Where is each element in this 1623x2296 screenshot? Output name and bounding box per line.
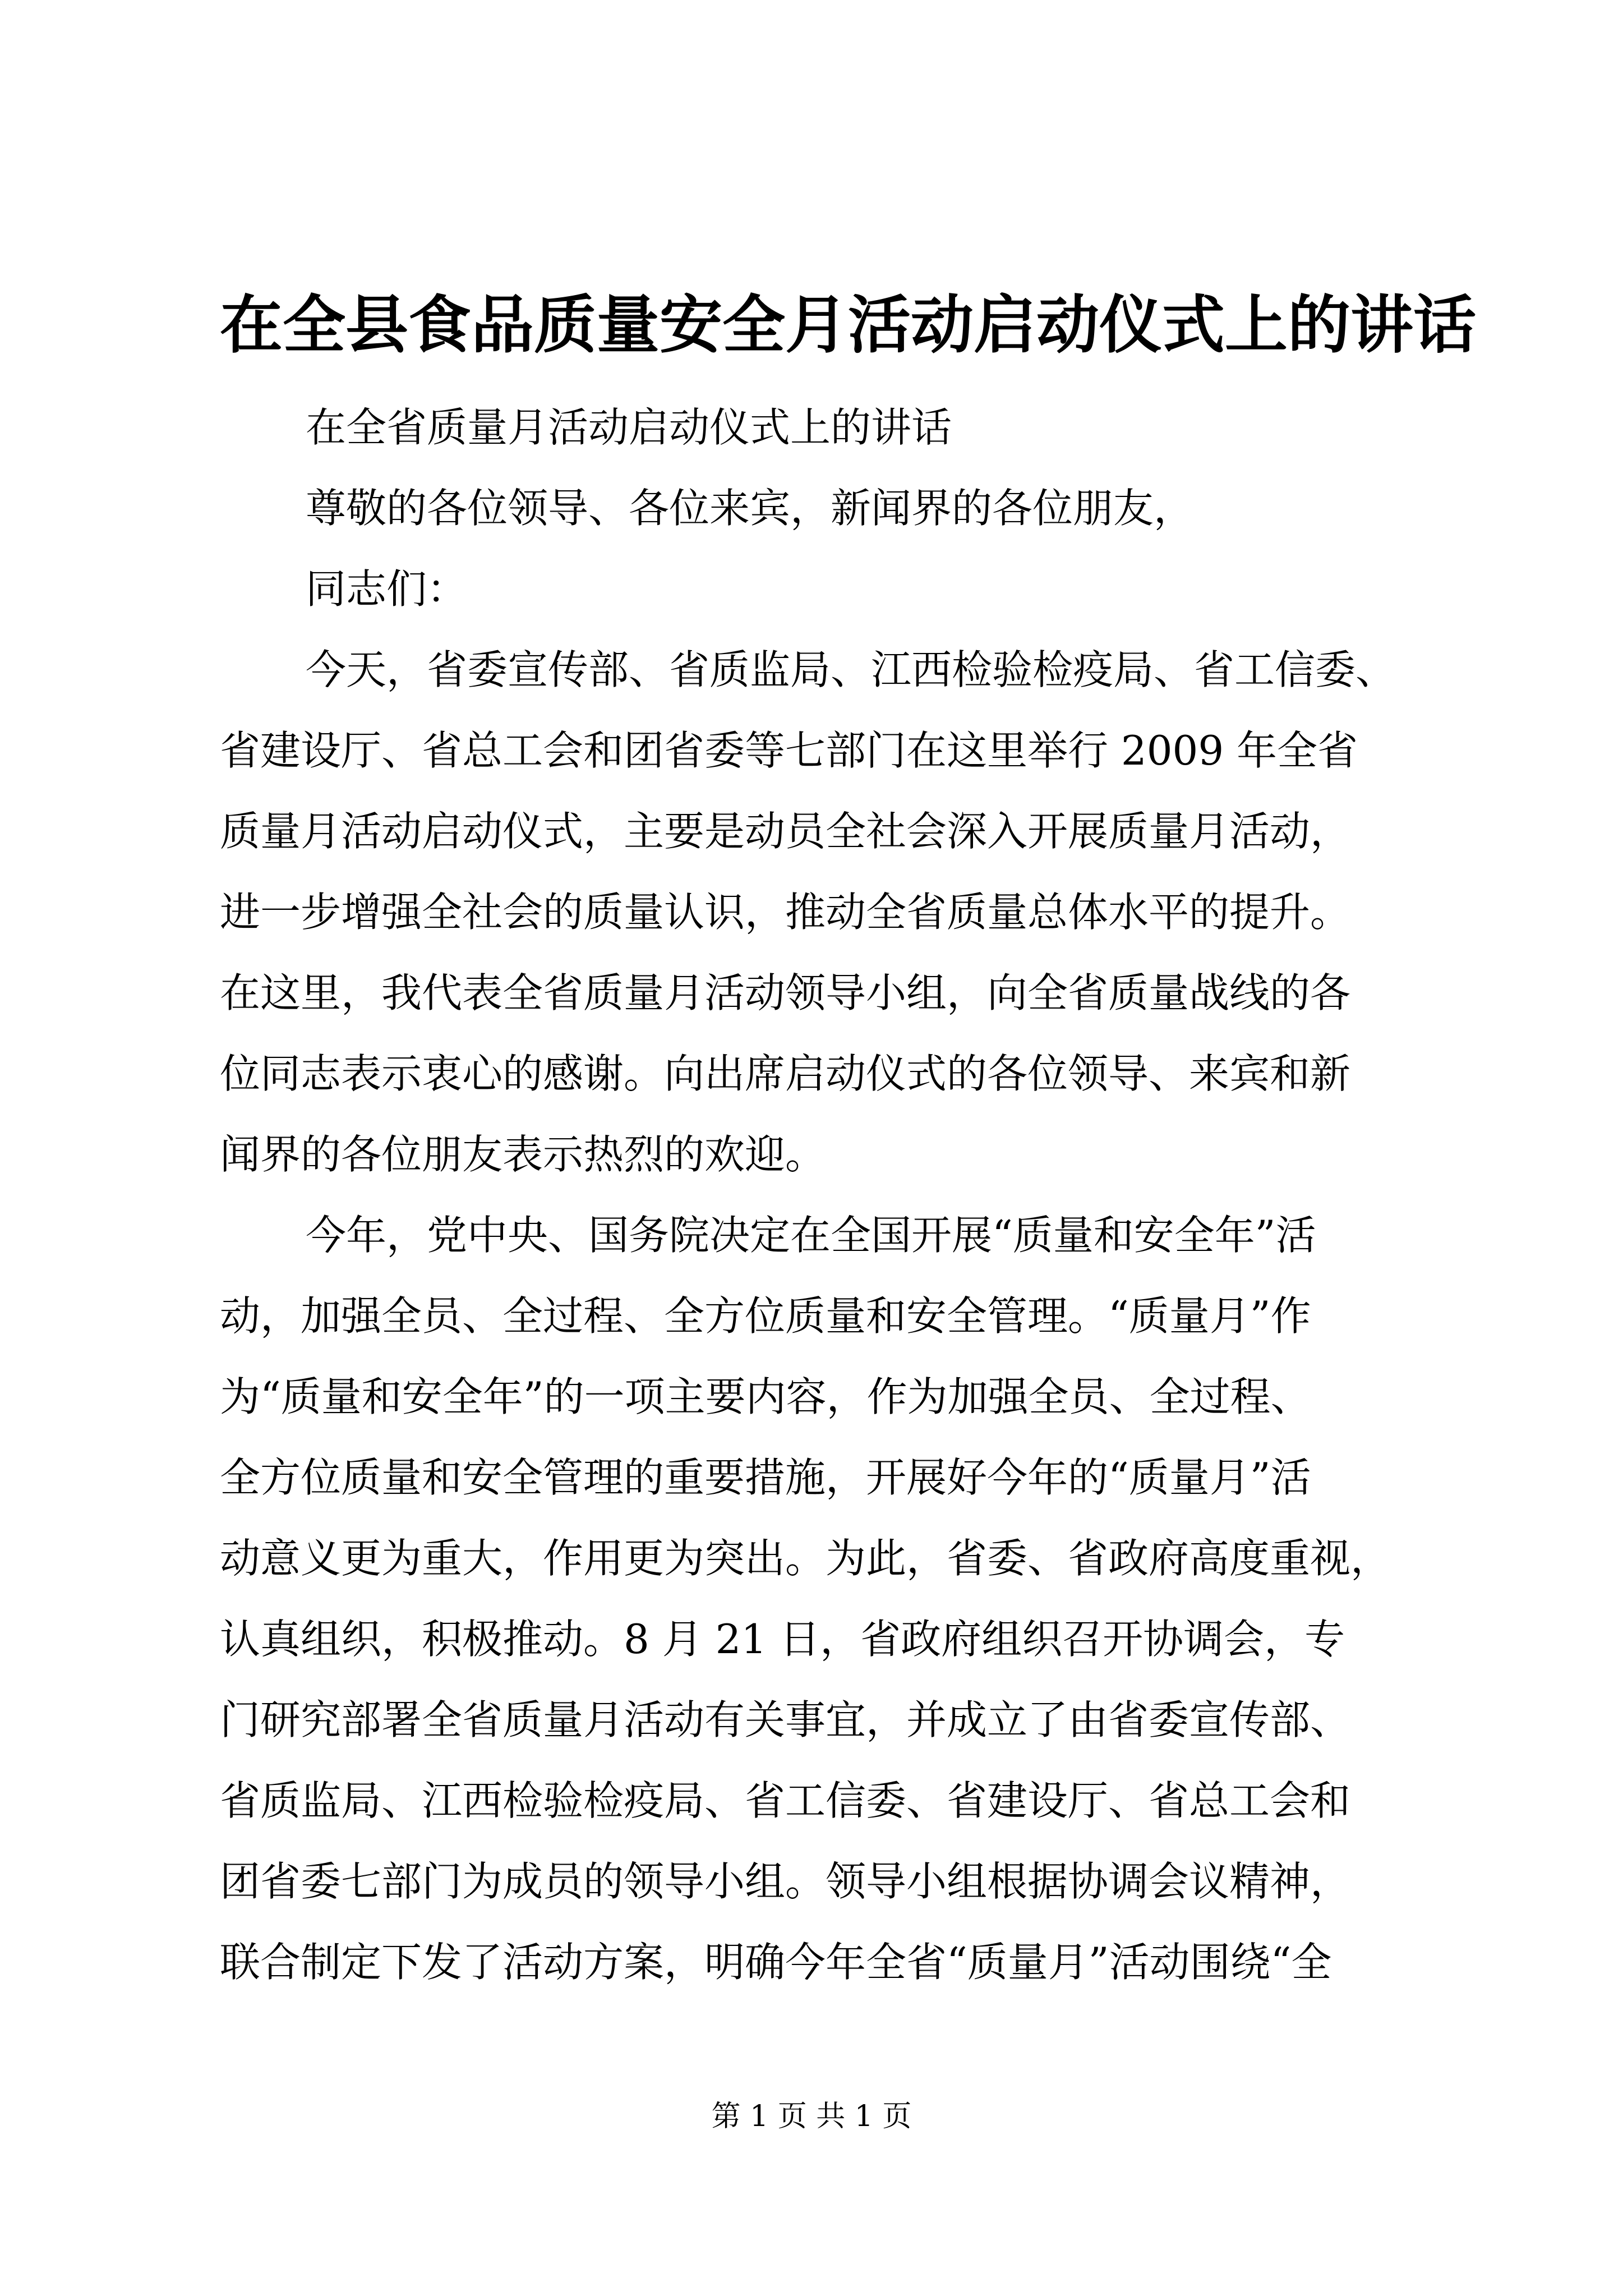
paragraph-line: 质量月活动启动仪式，主要是动员全社会深入开展质量月活动， [220, 808, 1351, 855]
paragraph-line: 为“质量和安全年”的一项主要内容，作为加强全员、全过程、 [220, 1373, 1311, 1420]
salutation-line: 尊敬的各位领导、各位来宾，新闻界的各位朋友， [306, 485, 1195, 532]
subtitle-line: 在全省质量月活动启动仪式上的讲话 [306, 404, 952, 451]
paragraph-line: 在这里，我代表全省质量月活动领导小组，向全省质量战线的各 [220, 969, 1351, 1016]
paragraph-line: 门研究部署全省质量月活动有关事宜，并成立了由省委宣传部、 [220, 1696, 1351, 1743]
paragraph-line: 今天，省委宣传部、省质监局、江西检验检疫局、省工信委、 [306, 646, 1396, 693]
page-number-footer: 第 1 页 共 1 页 [711, 2100, 912, 2133]
paragraph-line: 动意义更为重大，作用更为突出。为此，省委、省政府高度重视， [220, 1535, 1391, 1582]
paragraph-line: 闻界的各位朋友表示热烈的欢迎。 [220, 1131, 826, 1178]
paragraph-line: 全方位质量和安全管理的重要措施，开展好今年的“质量月”活 [220, 1454, 1311, 1501]
paragraph-line: 团省委七部门为成员的领导小组。领导小组根据协调会议精神， [220, 1858, 1351, 1905]
paragraph-line: 省建设厅、省总工会和团省委等七部门在这里举行 2009 年全省 [220, 727, 1358, 774]
paragraph-line: 今年，党中央、国务院决定在全国开展“质量和安全年”活 [306, 1212, 1316, 1259]
paragraph-line: 联合制定下发了活动方案，明确今年全省“质量月”活动围绕“全 [220, 1939, 1332, 1986]
document-title: 在全县食品质量安全月活动启动仪式上的讲话 [220, 288, 1476, 362]
salutation-line: 同志们： [306, 565, 468, 613]
paragraph-line: 位同志表示衷心的感谢。向出席启动仪式的各位领导、来宾和新 [220, 1050, 1351, 1097]
paragraph-line: 动，加强全员、全过程、全方位质量和安全管理。“质量月”作 [220, 1292, 1311, 1340]
paragraph-line: 认真组织，积极推动。8 月 21 日，省政府组织召开协调会，专 [220, 1616, 1345, 1663]
paragraph-line: 省质监局、江西检验检疫局、省工信委、省建设厅、省总工会和 [220, 1777, 1351, 1824]
paragraph-line: 进一步增强全社会的质量认识，推动全省质量总体水平的提升。 [220, 889, 1351, 936]
document-body [220, 387, 1431, 2003]
